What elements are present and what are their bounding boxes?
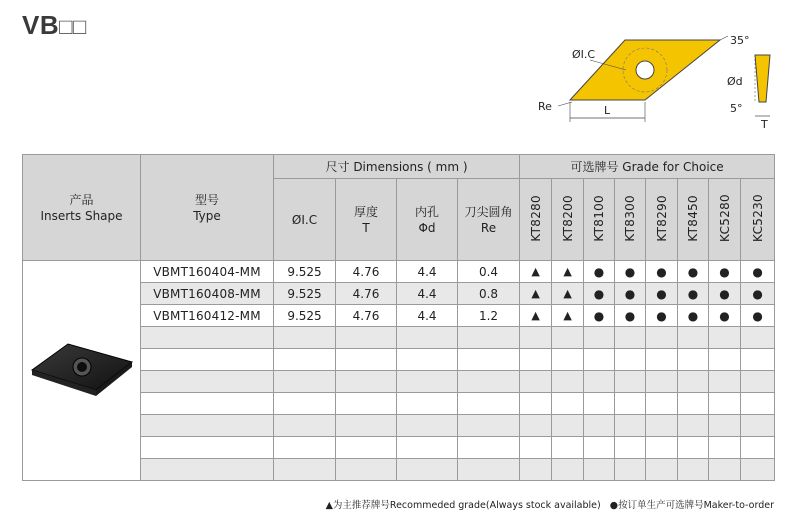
empty-cell [552, 437, 584, 459]
empty-cell [709, 437, 741, 459]
empty-cell [615, 415, 646, 437]
header-type: 型号 Type [141, 155, 274, 261]
empty-cell [615, 371, 646, 393]
empty-cell [274, 437, 336, 459]
label-l: L [604, 104, 611, 117]
empty-cell [458, 349, 520, 371]
insert-hole [636, 61, 654, 79]
empty-cell [458, 393, 520, 415]
empty-cell [397, 415, 458, 437]
table-body [23, 261, 775, 481]
grade-mark: ● [678, 305, 709, 327]
empty-cell [520, 393, 552, 415]
grade-mark: ● [646, 283, 678, 305]
grade-mark: ● [615, 261, 646, 283]
empty-cell [552, 371, 584, 393]
grade-mark: ● [584, 305, 615, 327]
empty-cell [141, 327, 274, 349]
empty-cell [678, 393, 709, 415]
empty-cell [520, 371, 552, 393]
empty-cell [709, 415, 741, 437]
title-suffix: □□ [59, 14, 87, 39]
grade-table [22, 154, 775, 481]
label-re: Re [538, 100, 552, 113]
empty-cell [584, 459, 615, 481]
empty-cell [397, 327, 458, 349]
row-type: VBMT160408-MM [141, 283, 274, 305]
row-re: 0.4 [458, 261, 520, 283]
empty-cell [709, 349, 741, 371]
table-row [23, 261, 775, 283]
legend-footer [326, 497, 774, 511]
empty-cell [646, 459, 678, 481]
empty-cell [274, 459, 336, 481]
header-shape: 产品 Inserts Shape [23, 155, 141, 261]
empty-cell [741, 393, 775, 415]
empty-cell [141, 415, 274, 437]
empty-cell [646, 437, 678, 459]
row-t: 4.76 [336, 305, 397, 327]
empty-cell [709, 459, 741, 481]
empty-cell [646, 371, 678, 393]
empty-cell [646, 349, 678, 371]
empty-cell [678, 415, 709, 437]
empty-cell [274, 349, 336, 371]
empty-cell [741, 371, 775, 393]
grade-mark: ● [615, 305, 646, 327]
grade-mark: ● [646, 305, 678, 327]
empty-cell [141, 437, 274, 459]
row-d: 4.4 [397, 305, 458, 327]
empty-cell [646, 393, 678, 415]
empty-cell [584, 327, 615, 349]
header-hole: 内孔 Φd [397, 179, 458, 261]
header-grade-6: KT8450 [678, 179, 709, 261]
empty-cell [741, 327, 775, 349]
row-ic: 9.525 [274, 283, 336, 305]
legend-order: ●按订单生产可选牌号Maker-to-order [609, 500, 774, 511]
empty-cell [458, 327, 520, 349]
empty-cell [646, 415, 678, 437]
insert-diagram [530, 30, 790, 140]
row-type: VBMT160412-MM [141, 305, 274, 327]
header-dimensions: 尺寸 Dimensions ( mm ) [274, 155, 520, 179]
label-d: Ød [727, 75, 743, 88]
empty-cell [584, 349, 615, 371]
grade-mark: ● [709, 261, 741, 283]
empty-cell [397, 371, 458, 393]
header-grade-4: KT8300 [615, 179, 646, 261]
empty-cell [520, 415, 552, 437]
empty-cell [552, 415, 584, 437]
empty-cell [678, 349, 709, 371]
empty-cell [520, 437, 552, 459]
grade-mark: ● [678, 261, 709, 283]
insert-photo [26, 334, 138, 404]
empty-cell [397, 459, 458, 481]
row-type: VBMT160404-MM [141, 261, 274, 283]
empty-cell [584, 371, 615, 393]
grade-mark: ● [741, 283, 775, 305]
empty-cell [274, 371, 336, 393]
empty-cell [584, 393, 615, 415]
grade-mark: ● [584, 261, 615, 283]
empty-cell [336, 327, 397, 349]
row-t: 4.76 [336, 283, 397, 305]
grade-mark: ● [646, 261, 678, 283]
empty-cell [646, 327, 678, 349]
empty-cell [458, 371, 520, 393]
empty-cell [141, 393, 274, 415]
empty-cell [274, 327, 336, 349]
label-ic: ØI.C [572, 48, 596, 61]
empty-cell [584, 437, 615, 459]
empty-cell [274, 415, 336, 437]
empty-cell [552, 393, 584, 415]
empty-cell [458, 437, 520, 459]
row-d: 4.4 [397, 261, 458, 283]
empty-cell [397, 437, 458, 459]
grade-mark: ● [615, 283, 646, 305]
empty-cell [141, 349, 274, 371]
header-ic: ØI.C [274, 179, 336, 261]
grade-mark: ● [584, 283, 615, 305]
row-d: 4.4 [397, 283, 458, 305]
row-t: 4.76 [336, 261, 397, 283]
empty-cell [741, 437, 775, 459]
empty-cell [741, 349, 775, 371]
header-thickness: 厚度 T [336, 179, 397, 261]
insert-shape-cell [23, 261, 141, 481]
empty-cell [520, 327, 552, 349]
grade-mark: ▲ [520, 261, 552, 283]
grade-mark: ● [741, 305, 775, 327]
row-re: 1.2 [458, 305, 520, 327]
header-grade-8: KC5230 [741, 179, 775, 261]
header-grade-5: KT8290 [646, 179, 678, 261]
empty-cell [520, 459, 552, 481]
grade-mark: ● [678, 283, 709, 305]
empty-cell [458, 415, 520, 437]
empty-cell [141, 371, 274, 393]
header-grade: 可选牌号 Grade for Choice [520, 155, 775, 179]
empty-cell [552, 349, 584, 371]
empty-cell [336, 393, 397, 415]
grade-mark: ● [709, 305, 741, 327]
empty-cell [552, 327, 584, 349]
header-grade-7: KC5280 [709, 179, 741, 261]
empty-cell [615, 327, 646, 349]
grade-mark: ▲ [552, 305, 584, 327]
empty-cell [678, 327, 709, 349]
header-grade-2: KT8200 [552, 179, 584, 261]
empty-cell [678, 459, 709, 481]
header-radius: 刀尖圆角 Re [458, 179, 520, 261]
empty-cell [336, 349, 397, 371]
empty-cell [741, 459, 775, 481]
title-main: VB [22, 10, 60, 40]
grade-mark: ▲ [552, 261, 584, 283]
grade-mark: ▲ [520, 305, 552, 327]
legend-recommended: ▲为主推荐牌号Recommeded grade(Always stock available) [325, 500, 601, 511]
empty-cell [336, 437, 397, 459]
empty-cell [336, 459, 397, 481]
label-t: T [761, 118, 768, 131]
empty-cell [615, 349, 646, 371]
row-re: 0.8 [458, 283, 520, 305]
empty-cell [274, 393, 336, 415]
empty-cell [336, 371, 397, 393]
grade-mark: ▲ [552, 283, 584, 305]
empty-cell [615, 437, 646, 459]
empty-cell [678, 437, 709, 459]
empty-cell [709, 393, 741, 415]
empty-cell [397, 393, 458, 415]
empty-cell [741, 415, 775, 437]
empty-cell [615, 459, 646, 481]
row-ic: 9.525 [274, 305, 336, 327]
header-grade-1: KT8280 [520, 179, 552, 261]
empty-cell [709, 327, 741, 349]
empty-cell [458, 459, 520, 481]
grade-mark: ● [741, 261, 775, 283]
empty-cell [584, 415, 615, 437]
empty-cell [336, 415, 397, 437]
header-grade-3: KT8100 [584, 179, 615, 261]
empty-cell [678, 371, 709, 393]
empty-cell [520, 349, 552, 371]
empty-cell [615, 393, 646, 415]
row-ic: 9.525 [274, 261, 336, 283]
empty-cell [141, 459, 274, 481]
page-title [22, 10, 87, 41]
empty-cell [552, 459, 584, 481]
grade-mark: ● [709, 283, 741, 305]
grade-mark: ▲ [520, 283, 552, 305]
empty-cell [397, 349, 458, 371]
empty-cell [709, 371, 741, 393]
label-angle-top: 35° [730, 34, 750, 47]
insert-side-view [755, 55, 770, 102]
label-angle-side: 5° [730, 102, 743, 115]
